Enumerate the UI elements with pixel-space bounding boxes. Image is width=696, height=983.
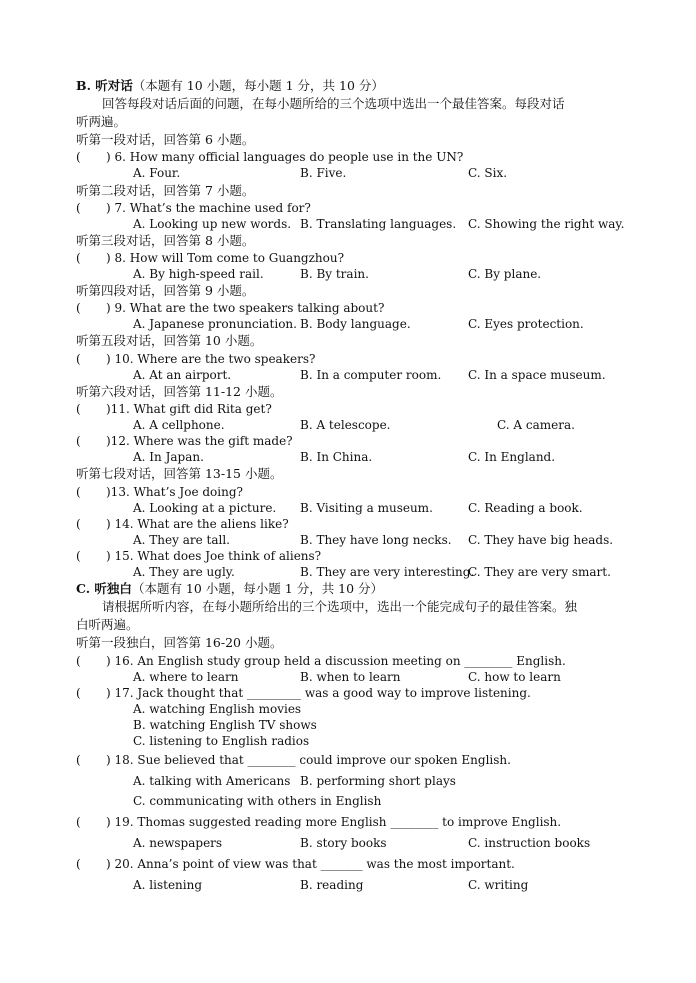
option-6a: A. Four.	[133, 166, 181, 180]
question-19: ( ) 19. Thomas suggested reading more English ________ to improve English.	[76, 815, 562, 829]
answer-blank[interactable]: (	[76, 857, 81, 871]
dialogue-5-heading: 听第五段对话，回答第 10 小题。	[76, 333, 263, 348]
option-19b: B. story books	[300, 836, 387, 850]
option-14a: A. They are tall.	[133, 533, 230, 547]
section-c-title-bold: C. 听独白	[76, 581, 132, 596]
option-17c: C. listening to English radios	[133, 734, 310, 748]
answer-blank[interactable]: (	[76, 150, 81, 164]
option-16c: C. how to learn	[468, 670, 561, 684]
option-9a: A. Japanese pronunciation.	[133, 317, 297, 331]
section-c-instruction-cont: 白听两遍。	[76, 617, 139, 632]
option-17b: B. watching English TV shows	[133, 718, 317, 732]
question-9: ( ) 9. What are the two speakers talking about?	[76, 301, 385, 315]
dialogue-7-heading: 听第七段对话，回答第 13-15 小题。	[76, 466, 283, 481]
option-9b: B. Body language.	[300, 317, 411, 331]
option-19c: C. instruction books	[468, 836, 591, 850]
answer-blank[interactable]: (	[76, 753, 81, 767]
option-6c: C. Six.	[468, 166, 508, 180]
answer-blank[interactable]: (	[76, 517, 81, 531]
answer-blank[interactable]: (	[76, 815, 81, 829]
option-10c: C. In a space museum.	[468, 368, 606, 382]
option-20b: B. reading	[300, 878, 364, 892]
dialogue-3-heading: 听第三段对话，回答第 8 小题。	[76, 233, 255, 248]
option-8b: B. By train.	[300, 267, 369, 281]
option-17a: A. watching English movies	[133, 702, 302, 716]
option-13b: B. Visiting a museum.	[300, 501, 433, 515]
option-15a: A. They are ugly.	[133, 565, 235, 579]
option-11c: C. A camera.	[497, 418, 575, 432]
monologue-1-heading: 听第一段独白，回答第 16-20 小题。	[76, 635, 283, 650]
dialogue-2-heading: 听第二段对话，回答第 7 小题。	[76, 183, 255, 198]
option-14c: C. They have big heads.	[468, 533, 614, 547]
question-14: ( ) 14. What are the aliens like?	[76, 517, 289, 531]
answer-blank[interactable]: (	[76, 686, 81, 700]
option-7a: A. Looking up new words.	[133, 217, 292, 231]
question-6: ( ) 6. How many official languages do people use in the UN?	[76, 150, 464, 164]
answer-blank[interactable]: (	[76, 549, 81, 563]
option-6b: B. Five.	[300, 166, 347, 180]
section-b-instruction-cont: 听两遍。	[76, 114, 127, 129]
option-18b: B. performing short plays	[300, 774, 456, 788]
section-c-instruction: 请根据所听内容，在每小题所给出的三个选项中，选出一个能完成句子的最佳答案。独	[102, 599, 578, 614]
option-7c: C. Showing the right way.	[468, 217, 625, 231]
option-19a: A. newspapers	[133, 836, 223, 850]
section-c-title-rest: （本题有 10 小题，每小题 1 分，共 10 分）	[131, 581, 384, 596]
option-12b: B. In China.	[300, 450, 373, 464]
section-b-title-rest: （本题有 10 小题，每小题 1 分，共 10 分）	[132, 78, 384, 93]
question-7: ( ) 7. What’s the machine used for?	[76, 201, 311, 215]
option-13a: A. Looking at a picture.	[133, 501, 277, 515]
question-13: ( )13. What’s Joe doing?	[76, 485, 243, 499]
option-20c: C. writing	[468, 878, 529, 892]
option-11b: B. A telescope.	[300, 418, 391, 432]
answer-blank[interactable]: (	[76, 485, 81, 499]
section-b-title-bold: B. 听对话	[76, 78, 133, 93]
answer-blank[interactable]: (	[76, 434, 81, 448]
option-15b: B. They are very interesting.	[300, 565, 475, 579]
option-13c: C. Reading a book.	[468, 501, 583, 515]
question-17: ( ) 17. Jack thought that _________ was a good way to improve listening.	[76, 686, 531, 700]
option-7b: B. Translating languages.	[300, 217, 457, 231]
question-16: ( ) 16. An English study group held a discussion meeting on ________ English.	[76, 654, 566, 668]
option-10b: B. In a computer room.	[300, 368, 442, 382]
option-16a: A. where to learn	[133, 670, 239, 684]
answer-blank[interactable]: (	[76, 301, 81, 315]
section-b-title	[76, 78, 384, 94]
answer-blank[interactable]: (	[76, 402, 81, 416]
question-12: ( )12. Where was the gift made?	[76, 434, 293, 448]
option-9c: C. Eyes protection.	[468, 317, 584, 331]
dialogue-4-heading: 听第四段对话，回答第 9 小题。	[76, 283, 255, 298]
answer-blank[interactable]: (	[76, 201, 81, 215]
option-20a: A. listening	[133, 878, 203, 892]
answer-blank[interactable]: (	[76, 654, 81, 668]
option-16b: B. when to learn	[300, 670, 401, 684]
option-10a: A. At an airport.	[133, 368, 232, 382]
question-18: ( ) 18. Sue believed that ________ could improve our spoken English.	[76, 753, 511, 767]
option-8c: C. By plane.	[468, 267, 542, 281]
section-c-title	[76, 581, 383, 597]
answer-blank[interactable]: (	[76, 251, 81, 265]
dialogue-6-heading: 听第六段对话，回答第 11-12 小题。	[76, 384, 283, 399]
option-14b: B. They have long necks.	[300, 533, 452, 547]
section-b-instruction: 回答每段对话后面的问题，在每小题所给的三个选项中选出一个最佳答案。每段对话	[102, 96, 565, 111]
question-8: ( ) 8. How will Tom come to Guangzhou?	[76, 251, 345, 265]
option-15c: C. They are very smart.	[468, 565, 611, 579]
option-18c: C. communicating with others in English	[133, 794, 382, 808]
dialogue-1-heading: 听第一段对话，回答第 6 小题。	[76, 132, 255, 147]
question-20: ( ) 20. Anna’s point of view was that _______ was the most important.	[76, 857, 515, 871]
option-18a: A. talking with Americans	[133, 774, 291, 788]
option-12a: A. In Japan.	[133, 450, 204, 464]
option-12c: C. In England.	[468, 450, 556, 464]
question-11: ( )11. What gift did Rita get?	[76, 402, 272, 416]
question-10: ( ) 10. Where are the two speakers?	[76, 352, 316, 366]
question-15: ( ) 15. What does Joe think of aliens?	[76, 549, 322, 563]
option-11a: A. A cellphone.	[133, 418, 225, 432]
option-8a: A. By high-speed rail.	[133, 267, 264, 281]
answer-blank[interactable]: (	[76, 352, 81, 366]
